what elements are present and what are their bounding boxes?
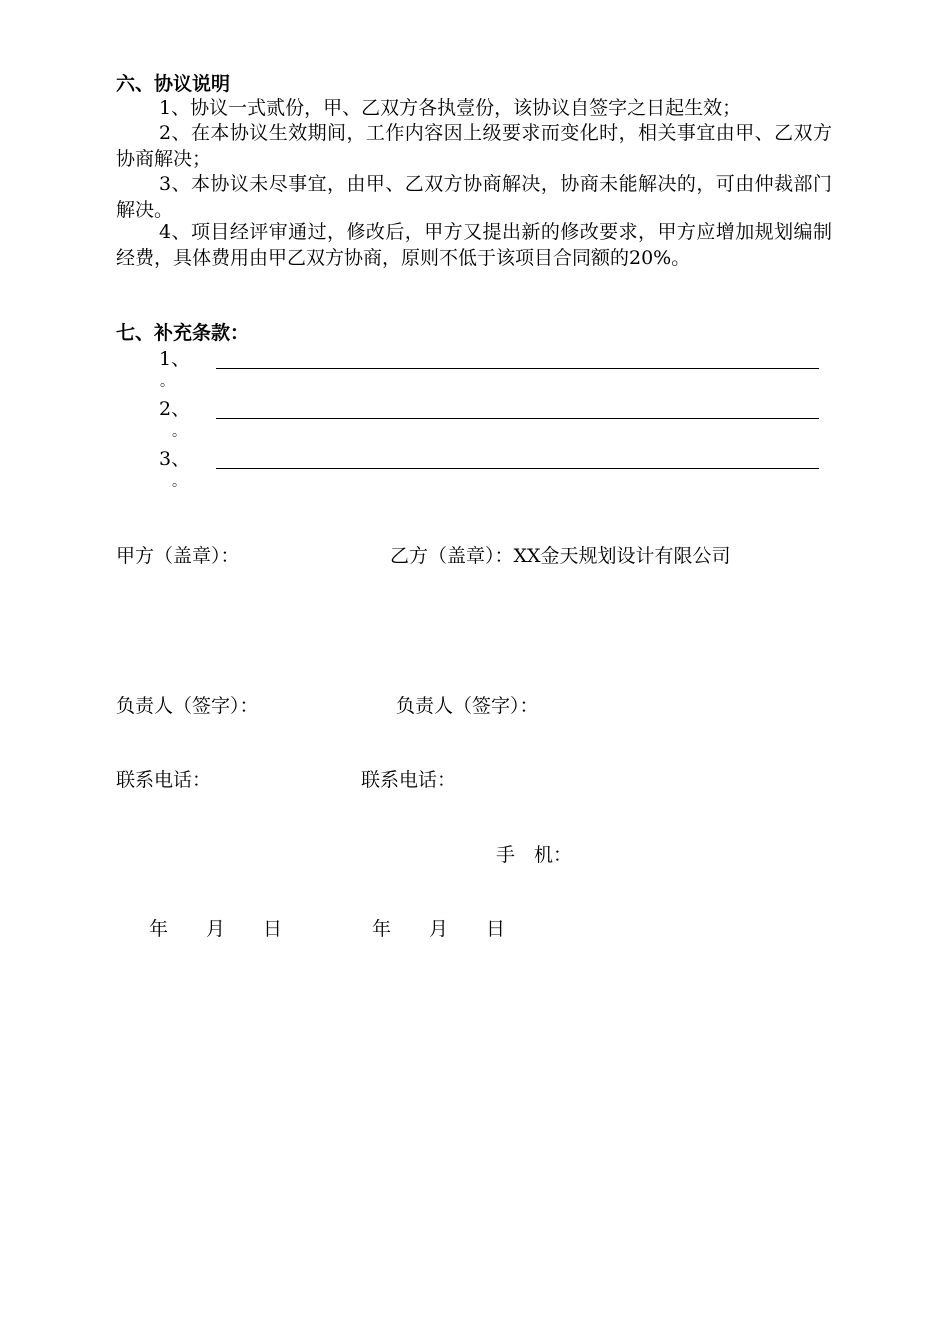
party-a-date: 年 月 日: [149, 918, 283, 940]
supplement-item-number: 2、: [159, 398, 191, 420]
party-b-seal-label: 乙方（盖章）：XX金天规划设计有限公司: [390, 545, 731, 567]
section6-item-4: 4、项目经评审通过，修改后，甲方又提出新的修改要求，甲方应增加规划编制经费，具体费用由甲乙双方协商，原则不低于该项目合同额的20%。: [116, 221, 832, 269]
party-a-phone-label: 联系电话：: [116, 769, 212, 791]
section6-heading: 六、协议说明: [116, 73, 231, 95]
party-a-person-label: 负责人（签字）：: [116, 695, 259, 717]
supplement-item-end: 。: [160, 374, 174, 390]
party-a-seal-label: 甲方（盖章）：: [116, 545, 240, 567]
supplement-item-blank[interactable]: [216, 418, 819, 419]
supplement-item-blank[interactable]: [216, 368, 819, 369]
section6-item-2: 2、在本协议生效期间，工作内容因上级要求而变化时，相关事宜由甲、乙双方协商解决；: [116, 122, 832, 170]
supplement-item-end: 。: [172, 474, 186, 490]
section6-item-1: 1、协议一式贰份，甲、乙双方各执壹份，该协议自签字之日起生效；: [159, 97, 742, 119]
party-b-mobile-label: 手 机：: [496, 844, 573, 866]
party-b-phone-label: 联系电话：: [361, 769, 457, 791]
supplement-item-number: 3、: [159, 448, 191, 470]
section7-heading: 七、补充条款：: [116, 322, 250, 344]
party-b-person-label: 负责人（签字）：: [396, 695, 539, 717]
party-b-date: 年 月 日: [372, 918, 506, 940]
section6-item-3: 3、本协议未尽事宜，由甲、乙双方协商解决，协商未能解决的，可由仲裁部门解决。: [116, 173, 832, 221]
supplement-item-end: 。: [172, 424, 186, 440]
supplement-item-number: 1、: [159, 348, 191, 370]
supplement-item-blank[interactable]: [216, 468, 819, 469]
